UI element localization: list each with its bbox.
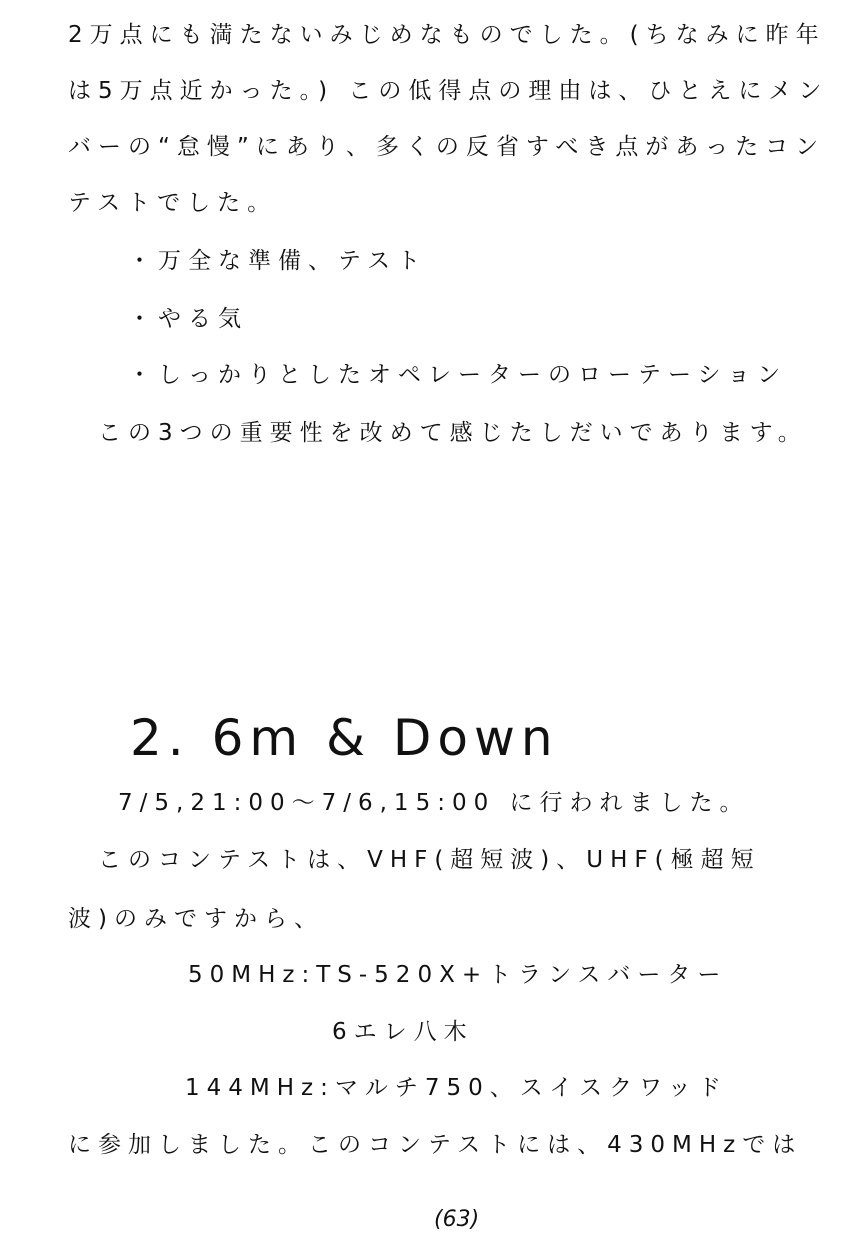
body-line-1: 2万点にも満たないみじめなものでした。(ちなみに昨年 — [68, 22, 826, 48]
equipment-line-144mhz: 144MHz:マルチ750、スイスクワッド — [185, 1075, 728, 1101]
section-heading: 2. 6m & Down — [130, 709, 559, 767]
body-line-3: バーの“怠慢”にあり、多くの反省すべき点があったコン — [68, 134, 826, 160]
body-line-7: に参加しました。このコンテストには、430MHzでは — [68, 1132, 803, 1158]
body-line-5: このコンテストは、VHF(超短波)、UHF(極超短 — [98, 847, 761, 873]
body-line-4: テストでした。 — [68, 190, 278, 216]
page-number: (63) — [434, 1207, 480, 1232]
body-line-2: は5万点近かった。) この低得点の理由は、ひとえにメン — [68, 78, 829, 104]
equipment-line-antenna: 6エレ八木 — [332, 1019, 474, 1045]
body-line-6: 波)のみですから、 — [68, 906, 324, 932]
bullet-item-rotation: ・しっかりとしたオペレーターのローテーション — [128, 362, 788, 388]
bullet-item-preparation: ・万全な準備、テスト — [128, 248, 428, 274]
closing-sentence: この3つの重要性を改めて感じたしだいであります。 — [98, 420, 808, 446]
equipment-line-50mhz: 50MHz:TS-520X+トランスバーター — [188, 962, 728, 988]
schedule-line: 7/5,21:00〜7/6,15:00 に行われました。 — [118, 790, 750, 816]
bullet-item-motivation: ・やる気 — [128, 306, 248, 332]
